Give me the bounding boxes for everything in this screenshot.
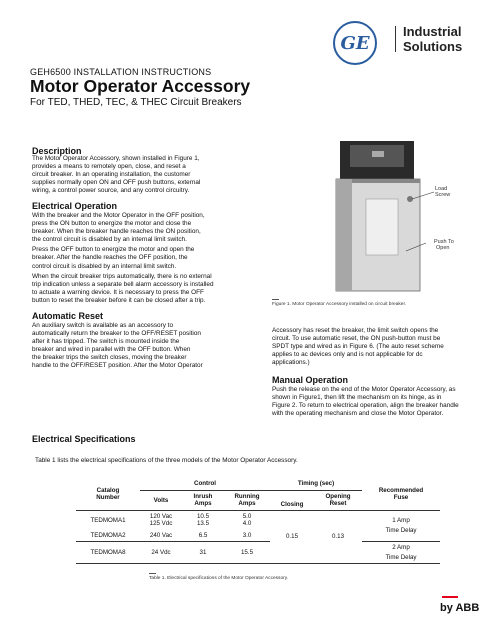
text-line: with the operating mechanism and close the Motor Operator. [272,410,444,418]
header-opening: Opening Reset [314,490,362,510]
header-inrush: Inrush Amps [182,490,224,510]
text-line: automatically return the breaker to the OFF/RESET position [32,330,201,338]
electrical-operation-text [32,212,262,305]
cell-inrush: 10.5 13.5 [196,513,210,528]
text-line: breaker. When the breaker handle reaches the ON position, [32,228,201,236]
abb-accent-rule [442,596,458,598]
text-line: the breaker trips the switch closes, moving the breaker [32,354,187,362]
text-line: breaker and wired in parallel with the OFF button. When [32,346,191,354]
text-line: An auxiliary switch is available as an accessory to [32,322,174,329]
text-line: breaker. After the handle reaches the OFF position, the [32,254,188,262]
header-volts: Volts [140,490,182,510]
label-screw: Screw [435,192,451,198]
figure-1-caption: Figure 1. Motor Operator Accessory installed on circuit breaker. [272,302,407,307]
document-code: GEH6500 INSTALLATION INSTRUCTIONS [30,67,212,77]
header-closing: Closing [270,490,314,510]
label-push-to: Push To [434,239,454,245]
label-open: Open [436,245,450,251]
text-line: to actuate a warning device. It is necessary to press the OFF [32,288,204,296]
cell-volts: 240 Vac [149,531,173,539]
brand-line-1: Industrial [403,24,462,39]
text-line: Press the OFF button to energize the motor and open the [32,246,195,254]
cell-volts: 24 Vdc [140,541,182,563]
text-line: When the circuit breaker trips automatically, there is no external [32,272,212,280]
header-catalog: Catalog Number [76,478,140,510]
cell-catalog: TEDMOMA2 [90,531,126,539]
text-line: control circuit is disabled by an internal limit switch. [32,262,177,270]
automatic-reset-heading: Automatic Reset [32,311,104,321]
brand-line-2: Solutions [403,39,463,54]
text-line: circuit breaker. In an operating installation, the customer [32,171,191,179]
cell-running: 15.5 [224,541,270,563]
text-line: applications.) [272,359,310,367]
automatic-reset-text [32,322,262,371]
text-line: applies to ac devices only and is not applicable for dc [272,351,423,359]
text-line: Push the release on the end of the Motor Operator Accessory, as [272,386,456,393]
cell-volts: 120 Vac 125 Vdc [149,513,173,528]
cell-closing: 0.15 [270,510,314,563]
cell-fuse: 1 Amp Time Delay [385,517,417,534]
electrical-specs-heading: Electrical Specifications [32,434,136,444]
text-line: shown in Figure1, then lift the mechanism on its hinge, as in [272,394,442,402]
electrical-operation-heading: Electrical Operation [32,201,118,211]
text-line: provides a means to remotely open, close, and reset a [32,163,186,171]
cell-inrush: 6.5 [198,531,208,539]
table-row [76,510,440,530]
manual-operation-heading: Manual Operation [272,375,349,385]
text-line: The Motor Operator Accessory, shown installed in Figure 1, [32,155,200,162]
text-line: press the ON button to energize the motor and close the [32,220,192,228]
manual-operation-text [272,386,470,418]
text-line: handle to the OFF/RESET position. After the Motor Operator [32,362,203,370]
by-abb-logo: by ABB [440,602,480,614]
figure-1-photo [326,139,442,295]
text-line: Accessory has reset the breaker, the limit switch opens the [272,327,439,334]
brand-name [403,24,462,54]
table-caption-rule [149,573,156,574]
text-line: SPDT type and wired as in Figure 6. (The auto reset scheme [272,343,444,351]
automatic-reset-continued [272,327,470,367]
label-load: Load [435,186,448,192]
table-header-row [76,478,440,490]
header-control: Control [140,478,270,490]
table-1-caption: Table 1. Electrical specifications of the Motor Operator Accessory. [149,576,289,581]
text-line: supplies normally open ON and OFF push buttons, external [32,179,201,187]
cell-catalog: TEDMOMA1 [90,516,126,524]
table-row [76,541,440,563]
description-text [32,155,262,195]
cell-inrush: 31 [182,541,224,563]
ge-logo: GE [333,21,377,65]
cell-catalog: TEDMOMA8 [76,541,140,563]
caption-rule [272,299,279,300]
text-line: circuit. To use automatic reset, the ON push-button must be [272,335,441,343]
header-fuse: Recommended Fuse [362,478,440,510]
electrical-specs-intro: Table 1 lists the electrical specifications of the three models of the Motor Operator Accessory. [35,457,298,464]
text-line: button to reset the breaker before it can be closed after a trip. [32,296,206,304]
page-subtitle: For TED, THED, TEC, & THEC Circuit Breakers [30,97,242,108]
text-line: after it has tripped. The switch is mounted inside the [32,338,180,346]
spec-table [76,478,440,564]
brand-divider [395,26,396,52]
header-timing: Timing (sec) [270,478,362,490]
description-heading: Description [32,146,82,156]
page-title: Motor Operator Accessory [30,76,251,96]
cell-running: 3.0 [242,531,252,539]
text-line: With the breaker and the Motor Operator in the OFF position, [32,212,205,219]
text-line: the control circuit is disabled by an internal limit switch. [32,236,187,244]
cell-opening: 0.13 [314,510,362,563]
text-line: Figure 2. To return to electrical operation, align the breaker handle [272,402,459,410]
text-line: trip indication unless a separate bell alarm accessory is installed [32,280,214,288]
cell-running: 5.0 4.0 [242,513,252,528]
header-running: Running Amps [224,490,270,510]
text-line: wiring, a control power source, and any control circuitry. [32,187,190,195]
cell-fuse: 2 Amp Time Delay [362,541,440,563]
